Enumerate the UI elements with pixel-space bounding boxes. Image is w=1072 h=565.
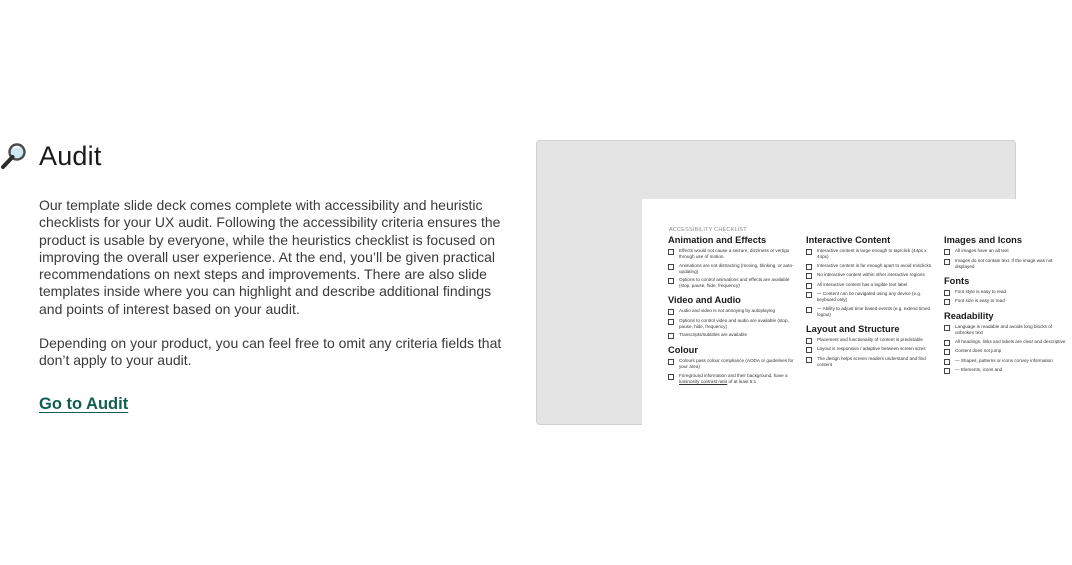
checklist-item	[806, 306, 934, 318]
group-title: Layout and Structure	[806, 323, 900, 334]
checkbox-icon	[668, 309, 674, 315]
checkbox-icon	[668, 333, 674, 339]
checklist-item-text: Placement and functionality of content is predictable	[817, 336, 923, 342]
checklist-item	[806, 346, 934, 353]
checklist-item	[668, 277, 796, 289]
group-title: Colour	[668, 345, 698, 355]
checklist-item	[806, 356, 934, 368]
go-to-audit-link[interactable]: Go to Audit	[39, 395, 129, 413]
group-title: Fonts	[944, 275, 970, 286]
checkbox-icon	[668, 264, 674, 270]
section-heading	[0, 138, 102, 174]
group-title: Readability	[944, 311, 994, 321]
group-title: Animation and Effects	[668, 235, 767, 245]
checkbox-icon	[668, 278, 674, 284]
checklist-item-text: The design helps screen readers understand and find content	[817, 355, 926, 367]
preview-slide	[642, 199, 1066, 439]
audit-note: Depending on your product, you can feel free to omit any criteria fields that don’t apply to your audit.	[39, 335, 502, 369]
checkbox-icon	[944, 359, 950, 365]
checkbox-icon	[806, 264, 812, 270]
checklist-text-part: of at least 5:1	[728, 378, 757, 384]
checklist-item-text	[679, 373, 796, 385]
checklist-preview	[536, 140, 1066, 425]
group-title: Video and Audio	[668, 295, 741, 305]
checkbox-icon	[668, 319, 674, 325]
checklist-column	[668, 235, 796, 387]
checklist-item-text: Font size is easy to read	[955, 298, 1005, 303]
checkbox-icon	[668, 374, 674, 380]
checkbox-icon	[806, 357, 812, 363]
checkbox-icon	[944, 340, 950, 346]
checklist-item-text: Options to control video and audio are available (stop, pause, hide, frequency)	[679, 317, 789, 329]
checkbox-icon	[944, 249, 950, 255]
checklist-item	[806, 291, 934, 303]
checklist-item-text: No interactive content within other interactive regions	[817, 272, 925, 277]
checkbox-icon	[944, 259, 950, 265]
group-title: Interactive Content	[806, 235, 891, 245]
checklist-item	[944, 348, 1072, 355]
checklist-item	[806, 248, 934, 260]
checklist-item-text: Colours pass colour compliance (AODA or guidelines for your area)	[679, 358, 794, 369]
checklist-item	[944, 324, 1072, 336]
checklist-item-text: Language is readable and avoids long blocks of unbroken text	[955, 324, 1053, 335]
audit-description: Our template slide deck comes complete with accessibility and heuristic checklists for your UX audit. Following the accessibility criteria ensures the product is usable by everyone, while the heuristics checklist is focused on improving the overall user experience. At the end, you’ll be given practical recommendations on next steps and improvements. There are also slide templates inside where you can highlight and describe additional findings and points of interest based on your audit.	[39, 197, 501, 317]
checklist-item-text: Interactive content is far enough apart to avoid misclicks	[817, 262, 932, 268]
group-title: Images and Icons	[944, 235, 1023, 245]
checklist-item-text: Font style is easy to read	[955, 288, 1007, 294]
checklist-item-text: All headings, links and labels are clear and descriptive	[955, 338, 1066, 344]
checklist-item	[668, 308, 796, 315]
checklist-item	[944, 367, 1072, 374]
checkbox-icon	[806, 307, 812, 313]
checkbox-icon	[806, 249, 812, 255]
checklist-item-text: — Ability to adjust time based events (e.g. extend timed logout)	[817, 305, 931, 317]
checkbox-icon	[668, 359, 674, 365]
checkbox-icon	[806, 338, 812, 344]
checklist-item	[668, 373, 796, 385]
page-title: Audit	[39, 140, 102, 171]
checkbox-icon	[668, 249, 674, 255]
checklist-item-text: Audio and video is not annoying by autoplaying	[679, 308, 776, 313]
checklist-item	[668, 358, 796, 370]
checkbox-icon	[806, 283, 812, 289]
checklist-item-text: Images do not contain text. If the image was not displayed	[955, 257, 1053, 269]
checklist-item	[668, 263, 796, 275]
checklist-item	[944, 339, 1072, 346]
checklist-item	[668, 318, 796, 330]
checkbox-icon	[806, 347, 812, 353]
checkbox-icon	[806, 273, 812, 279]
checklist-column	[944, 235, 1072, 377]
checkbox-icon	[944, 290, 950, 296]
checklist-item	[806, 337, 934, 344]
checklist-item	[944, 248, 1072, 255]
checklist-item-text: All interactive content has a legible text label	[817, 281, 908, 287]
checklist-item	[944, 298, 1072, 305]
contrast-ratio-link[interactable]: luminosity contrast ratio	[679, 378, 728, 384]
checklist-item	[806, 282, 934, 289]
checklist-item	[806, 263, 934, 270]
checklist-item-text: All images have an alt text	[955, 248, 1009, 253]
checkbox-icon	[806, 292, 812, 298]
checklist-item	[806, 272, 934, 279]
checklist-item	[668, 248, 796, 260]
checkbox-icon	[944, 368, 950, 374]
checklist-item-text: Layout is responsive / adaptive between screen sizes	[817, 346, 926, 351]
checklist-item-text: Options to control animations and effects are available (stop, pause, hide, frequency)	[679, 277, 790, 288]
slide-eyebrow: ACCESSIBILITY CHECKLIST	[669, 227, 747, 233]
checkbox-icon	[944, 299, 950, 305]
checklist-item-text: Interactive content is large enough to tap/click (44px x 44px)	[817, 248, 927, 259]
checkbox-icon	[944, 325, 950, 331]
checklist-item	[944, 289, 1072, 296]
checklist-item	[944, 258, 1072, 270]
checklist-item-text: Transcripts/subtitles are available	[679, 332, 747, 337]
checklist-item-text: — Shapes, patterns or icons convey information	[955, 357, 1053, 363]
checklist-item	[944, 358, 1072, 365]
checklist-column	[806, 235, 934, 370]
checklist-text-part: Foreground information and their background, have a	[679, 372, 788, 378]
checklist-item-text: Animations are not distracting (moving, blinking, or auto-updating)	[679, 262, 794, 274]
magnifying-glass-icon	[0, 142, 28, 170]
checklist-item-text: — Elements, icons and	[955, 367, 1003, 372]
checklist-item	[668, 332, 796, 339]
checklist-item-text: Effects would not cause a seizure, dizziness or vertigo through use of motion.	[679, 248, 790, 259]
checklist-item-text: Content does not jump	[955, 348, 1002, 353]
checklist-item-text: — Content can be navigated using any device (e.g. keyboard only)	[817, 291, 922, 302]
checkbox-icon	[944, 349, 950, 355]
